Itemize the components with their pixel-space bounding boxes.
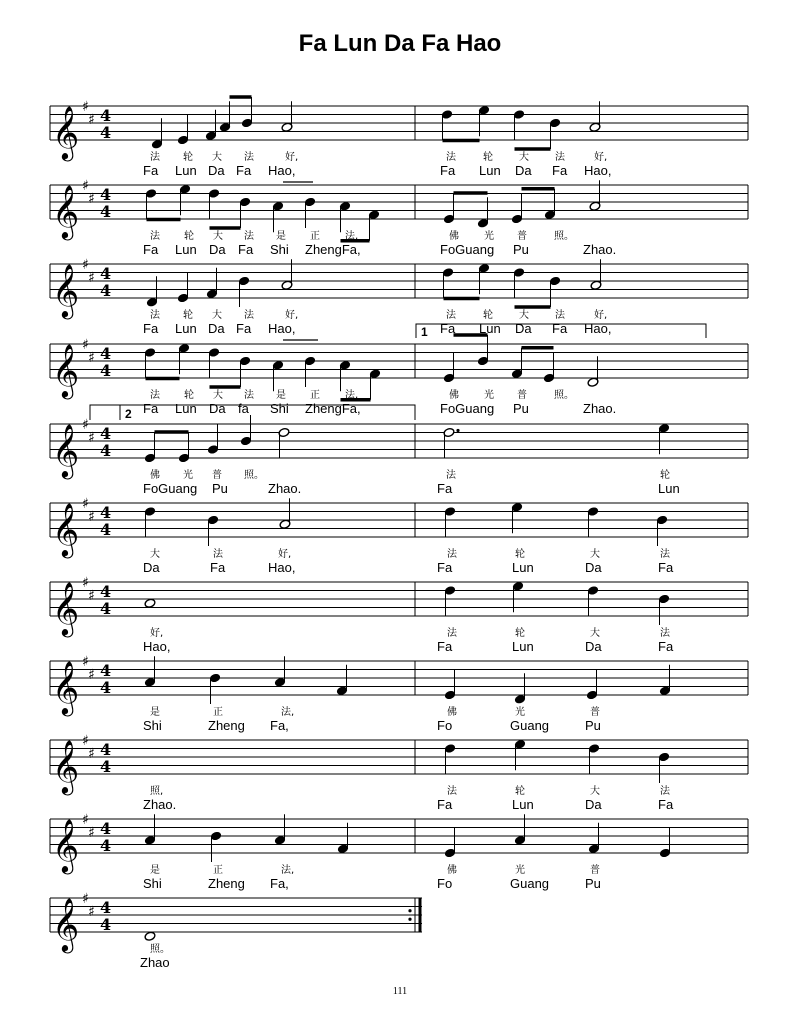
- lyric-pinyin: Fa: [552, 163, 568, 178]
- staff-system-1: [50, 97, 748, 178]
- sharp-icon: ♯: [82, 178, 89, 194]
- lyric-pinyin: Fa: [437, 560, 453, 575]
- lyric-hanzi: 佛: [449, 390, 459, 401]
- staff-system-9: [50, 733, 748, 812]
- lyric-pinyin: Fa: [236, 321, 252, 336]
- lyric-pinyin: Fa: [143, 401, 159, 416]
- sharp-icon: ♯: [82, 257, 89, 273]
- lyric-pinyin: Lun: [658, 481, 680, 496]
- lyric-pinyin: Lun: [175, 242, 197, 257]
- lyric-pinyin: Da: [208, 321, 225, 336]
- lyric-pinyin: Hao,: [584, 163, 612, 178]
- page-number: 111: [392, 986, 408, 997]
- lyric-pinyin: Fa: [658, 560, 674, 575]
- volta-number: 2: [125, 407, 132, 421]
- lyric-hanzi: 大: [590, 549, 600, 560]
- lyric-pinyin: Fa: [437, 797, 453, 812]
- lyric-hanzi: 大: [519, 152, 529, 163]
- sharp-icon: ♯: [82, 99, 89, 115]
- lyric-pinyin: Da: [515, 321, 532, 336]
- lyric-hanzi: 法: [555, 310, 565, 321]
- sharp-icon: ♯: [88, 824, 95, 841]
- time-signature-top: 4: [100, 264, 112, 283]
- lyric-hanzi: 照。: [244, 470, 264, 481]
- lyric-hanzi: 佛: [150, 470, 160, 481]
- lyric-pinyin: Fa: [238, 242, 254, 257]
- sharp-icon: ♯: [88, 190, 95, 207]
- lyric-hanzi: 是: [276, 231, 286, 242]
- repeat-dot: [408, 909, 411, 912]
- lyric-pinyin: Pu: [585, 718, 601, 733]
- treble-clef-icon: 𝄞: [52, 105, 80, 159]
- time-signature-bottom: 4: [100, 757, 112, 776]
- time-signature-bottom: 4: [100, 520, 112, 539]
- staff-system-10: [50, 812, 748, 891]
- lyric-pinyin: Pu: [212, 481, 228, 496]
- lyric-hanzi: 光: [484, 231, 494, 242]
- lyric-pinyin: Shi: [143, 718, 162, 733]
- lyric-pinyin: Lun: [512, 797, 534, 812]
- note-head: [144, 598, 156, 608]
- lyric-hanzi: 法: [150, 310, 160, 321]
- lyric-pinyin: Fa: [437, 639, 453, 654]
- lyric-pinyin: Guang: [510, 876, 550, 891]
- lyric-hanzi: 法: [660, 628, 670, 639]
- lyric-pinyin: Zheng: [208, 718, 245, 733]
- time-signature-bottom: 4: [100, 361, 112, 380]
- lyric-hanzi: 法: [446, 310, 456, 321]
- lyric-hanzi: 好,: [285, 310, 299, 321]
- lyric-pinyin: Da: [585, 797, 602, 812]
- lyric-hanzi: 普: [517, 390, 527, 401]
- lyric-hanzi: 轮: [184, 231, 194, 242]
- lyric-pinyin: Da: [143, 560, 160, 575]
- sharp-icon: ♯: [82, 417, 89, 433]
- lyric-pinyin: Da: [515, 163, 532, 178]
- lyric-pinyin: Guang: [510, 718, 550, 733]
- lyric-pinyin: Hao,: [268, 560, 296, 575]
- lyric-pinyin: Da: [585, 639, 602, 654]
- lyric-pinyin: Fa: [143, 163, 159, 178]
- sharp-icon: ♯: [82, 496, 89, 512]
- lyric-hanzi: 光: [484, 390, 494, 401]
- lyric-hanzi: 大: [213, 390, 223, 401]
- lyric-pinyin: Shi: [143, 876, 162, 891]
- lyric-hanzi: 普: [590, 707, 600, 718]
- lyric-pinyin: Zhao: [140, 955, 170, 970]
- lyric-pinyin: Shi: [270, 242, 289, 257]
- repeat-dot: [408, 918, 411, 921]
- lyric-hanzi: 是: [150, 865, 160, 876]
- lyric-hanzi: 轮: [183, 152, 193, 163]
- time-signature-top: 4: [100, 582, 112, 601]
- time-signature-bottom: 4: [100, 678, 112, 697]
- treble-clef-icon: 𝄞: [52, 581, 80, 635]
- time-signature-bottom: 4: [100, 836, 112, 855]
- treble-clef-icon: 𝄞: [52, 739, 80, 793]
- time-signature-bottom: 4: [100, 281, 112, 300]
- lyric-hanzi: 法: [244, 310, 254, 321]
- treble-clef-icon: 𝄞: [52, 423, 80, 477]
- staff-system-8: [50, 654, 748, 733]
- lyric-pinyin: Zhao.: [583, 401, 617, 416]
- lyric-pinyin: FoGuang: [143, 481, 198, 496]
- lyric-hanzi: 大: [519, 310, 529, 321]
- staff-system-4: [50, 335, 748, 416]
- lyric-hanzi: 法: [447, 628, 457, 639]
- sharp-icon: ♯: [82, 575, 89, 591]
- lyric-pinyin: Shi: [270, 401, 289, 416]
- lyric-hanzi: 佛: [447, 707, 457, 718]
- lyric-hanzi: 光: [515, 865, 525, 876]
- lyric-hanzi: 法: [150, 152, 160, 163]
- lyric-pinyin: Zhao.: [268, 481, 302, 496]
- lyric-hanzi: 普: [517, 231, 527, 242]
- lyric-hanzi: 法,: [345, 231, 359, 242]
- lyric-pinyin: Fa: [210, 560, 226, 575]
- lyric-pinyin: Hao,: [268, 321, 296, 336]
- lyric-hanzi: 普: [212, 470, 222, 481]
- lyric-pinyin: Fa: [437, 481, 453, 496]
- lyric-pinyin: FoGuang: [440, 401, 495, 416]
- lyric-pinyin: Fo: [437, 876, 453, 891]
- lyric-hanzi: 大: [590, 628, 600, 639]
- lyric-pinyin: Da: [585, 560, 602, 575]
- time-signature-top: 4: [100, 740, 112, 759]
- lyric-hanzi: 正: [310, 390, 320, 401]
- sharp-icon: ♯: [88, 111, 95, 128]
- staff-system-6: [50, 496, 748, 575]
- lyric-pinyin: Fa,: [270, 718, 289, 733]
- lyric-hanzi: 大: [212, 310, 222, 321]
- lyric-pinyin: Lun: [175, 321, 197, 336]
- sharp-icon: ♯: [88, 508, 95, 525]
- time-signature-top: 4: [100, 424, 112, 443]
- lyric-pinyin: Lun: [479, 163, 501, 178]
- lyric-pinyin: FoGuang: [440, 242, 495, 257]
- time-signature-bottom: 4: [100, 915, 112, 934]
- time-signature-top: 4: [100, 503, 112, 522]
- time-signature-bottom: 4: [100, 202, 112, 221]
- treble-clef-icon: 𝄞: [52, 897, 80, 951]
- lyric-hanzi: 法,: [345, 390, 359, 401]
- sharp-icon: ♯: [88, 903, 95, 920]
- treble-clef-icon: 𝄞: [52, 660, 80, 714]
- lyric-hanzi: 轮: [515, 628, 525, 639]
- lyric-pinyin: Lun: [175, 163, 197, 178]
- treble-clef-icon: 𝄞: [52, 343, 80, 397]
- lyric-hanzi: 法: [555, 152, 565, 163]
- time-signature-top: 4: [100, 898, 112, 917]
- lyric-pinyin: Fa: [143, 321, 159, 336]
- lyric-hanzi: 轮: [184, 390, 194, 401]
- lyric-hanzi: 照。: [554, 390, 574, 401]
- lyric-hanzi: 法,: [281, 707, 295, 718]
- lyric-pinyin: Fa: [143, 242, 159, 257]
- lyric-hanzi: 正: [213, 707, 223, 718]
- lyric-pinyin: Zheng: [208, 876, 245, 891]
- sharp-icon: ♯: [88, 349, 95, 366]
- sharp-icon: ♯: [82, 337, 89, 353]
- lyric-hanzi: 佛: [447, 865, 457, 876]
- note-head: [144, 931, 156, 941]
- lyric-pinyin: Fo: [437, 718, 453, 733]
- staff-mask: [422, 895, 755, 935]
- lyric-hanzi: 好,: [594, 310, 608, 321]
- lyric-hanzi: 法,: [281, 865, 295, 876]
- time-signature-top: 4: [100, 106, 112, 125]
- time-signature-bottom: 4: [100, 441, 112, 460]
- sharp-icon: ♯: [82, 812, 89, 828]
- lyric-hanzi: 法: [447, 549, 457, 560]
- lyric-hanzi: 法: [660, 786, 670, 797]
- sharp-icon: ♯: [88, 666, 95, 683]
- lyric-hanzi: 法: [244, 152, 254, 163]
- staff-system-2: [50, 178, 748, 257]
- lyric-hanzi: 轮: [660, 470, 670, 481]
- lyric-pinyin: fa: [238, 401, 249, 416]
- time-signature-top: 4: [100, 185, 112, 204]
- sharp-icon: ♯: [82, 733, 89, 749]
- volta-number: 1: [421, 325, 428, 339]
- lyric-hanzi: 轮: [483, 152, 493, 163]
- time-signature-top: 4: [100, 661, 112, 680]
- treble-clef-icon: 𝄞: [52, 502, 80, 556]
- sharp-icon: ♯: [88, 745, 95, 762]
- lyric-pinyin: Fa: [658, 797, 674, 812]
- lyric-hanzi: 正: [310, 231, 320, 242]
- time-signature-bottom: 4: [100, 599, 112, 618]
- lyric-hanzi: 照。: [150, 944, 170, 955]
- lyric-hanzi: 是: [150, 707, 160, 718]
- lyric-hanzi: 好,: [150, 628, 164, 639]
- treble-clef-icon: 𝄞: [52, 263, 80, 317]
- lyric-pinyin: Fa: [440, 163, 456, 178]
- lyric-hanzi: 法: [213, 549, 223, 560]
- time-signature-bottom: 4: [100, 123, 112, 142]
- lyric-pinyin: Fa: [552, 321, 568, 336]
- lyric-pinyin: Fa: [658, 639, 674, 654]
- lyric-hanzi: 好,: [285, 152, 299, 163]
- time-signature-top: 4: [100, 344, 112, 363]
- staff-system-7: [50, 575, 748, 654]
- dot: [456, 429, 459, 432]
- lyric-pinyin: Da: [208, 163, 225, 178]
- lyric-hanzi: 光: [515, 707, 525, 718]
- lyric-pinyin: Pu: [585, 876, 601, 891]
- lyric-pinyin: Lun: [512, 639, 534, 654]
- lyric-hanzi: 法: [150, 231, 160, 242]
- lyric-hanzi: 光: [183, 470, 193, 481]
- lyric-hanzi: 轮: [515, 549, 525, 560]
- lyric-hanzi: 法: [446, 152, 456, 163]
- lyric-hanzi: 大: [590, 786, 600, 797]
- lyric-hanzi: 好,: [278, 549, 292, 560]
- lyric-pinyin: Pu: [513, 242, 529, 257]
- lyric-pinyin: Fa: [236, 163, 252, 178]
- sharp-icon: ♯: [88, 587, 95, 604]
- lyric-hanzi: 照。: [554, 231, 574, 242]
- song-title: Fa Lun Da Fa Hao: [298, 30, 502, 57]
- sharp-icon: ♯: [88, 269, 95, 286]
- lyric-pinyin: Hao,: [268, 163, 296, 178]
- lyric-hanzi: 法: [150, 390, 160, 401]
- lyric-pinyin: Zhao.: [583, 242, 617, 257]
- lyric-hanzi: 好,: [594, 152, 608, 163]
- lyric-pinyin: Lun: [175, 401, 197, 416]
- lyric-pinyin: Da: [209, 242, 226, 257]
- sharp-icon: ♯: [82, 654, 89, 670]
- staff-system-5: [50, 415, 748, 496]
- lyric-hanzi: 法: [446, 470, 456, 481]
- lyric-hanzi: 法: [660, 549, 670, 560]
- lyric-hanzi: 佛: [449, 231, 459, 242]
- lyric-hanzi: 法: [244, 390, 254, 401]
- lyric-hanzi: 轮: [183, 310, 193, 321]
- lyric-hanzi: 大: [212, 152, 222, 163]
- lyric-pinyin: Zhao.: [143, 797, 177, 812]
- lyric-pinyin: ZhengFa,: [305, 242, 361, 257]
- lyric-hanzi: 轮: [483, 310, 493, 321]
- lyric-pinyin: Lun: [479, 321, 501, 336]
- lyric-pinyin: Da: [209, 401, 226, 416]
- staff-system-11: [50, 891, 755, 970]
- lyric-hanzi: 轮: [515, 786, 525, 797]
- lyric-pinyin: Hao,: [143, 639, 171, 654]
- volta-bracket-2: [90, 405, 415, 420]
- treble-clef-icon: 𝄞: [52, 184, 80, 238]
- lyric-hanzi: 大: [150, 549, 160, 560]
- lyric-pinyin: Fa: [440, 321, 456, 336]
- lyric-hanzi: 大: [213, 231, 223, 242]
- time-signature-top: 4: [100, 819, 112, 838]
- sharp-icon: ♯: [88, 429, 95, 446]
- lyric-hanzi: 照,: [150, 786, 164, 797]
- lyric-pinyin: Hao,: [584, 321, 612, 336]
- lyric-pinyin: Fa,: [270, 876, 289, 891]
- lyric-hanzi: 是: [276, 390, 286, 401]
- lyric-hanzi: 法: [244, 231, 254, 242]
- treble-clef-icon: 𝄞: [52, 818, 80, 872]
- lyric-hanzi: 法: [447, 786, 457, 797]
- lyric-pinyin: ZhengFa,: [305, 401, 361, 416]
- lyric-pinyin: Pu: [513, 401, 529, 416]
- lyric-hanzi: 正: [213, 865, 223, 876]
- lyric-hanzi: 普: [590, 865, 600, 876]
- sharp-icon: ♯: [82, 891, 89, 907]
- lyric-pinyin: Lun: [512, 560, 534, 575]
